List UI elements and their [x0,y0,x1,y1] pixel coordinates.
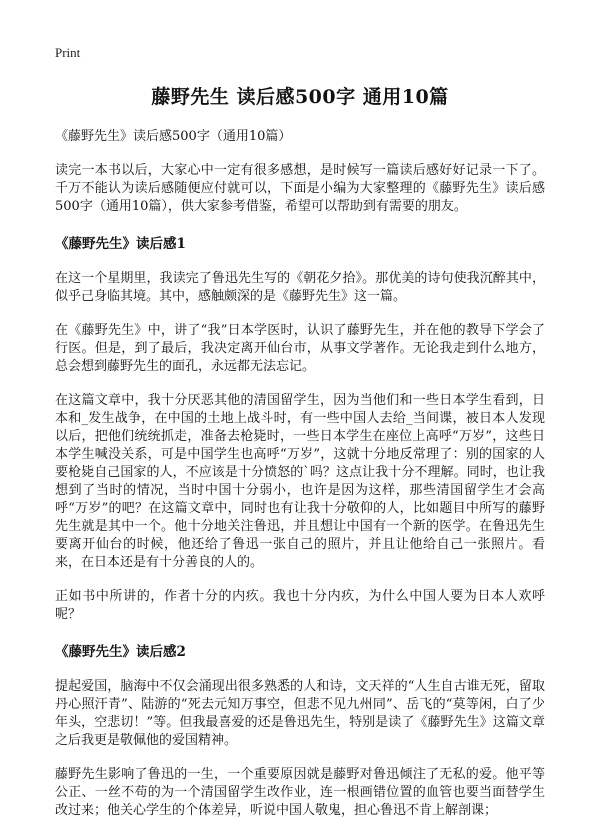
section-2-paragraph-1: 提起爱国，脑海中不仅会涌现出很多熟悉的人和诗，文天祥的“人生自古谁无死，留取丹心照汗青”、陆游的“死去元知万事空，但悲不见九州同”、岳飞的“莫等闲，白了少年头，空悲切！”等。但我最喜爱的还是鲁迅先生，特别是读了《藤野先生》这篇文章之后我更是敬佩他的爱国精神。 [55,679,545,748]
section-1-paragraph-4: 正如书中所讲的，作者十分的内疚。我也十分内疚，为什么中国人要为日本人欢呼呢？ [55,589,545,622]
document-content [55,84,545,820]
page-title: 藤野先生 读后感500字 通用10篇 [151,86,449,108]
section-1-paragraph-2: 在《藤野先生》中，讲了“我”日本学医时，认识了藤野先生，并在他的教导下学会了行医。但是，到了最后，我决定离开仙台市，从事文学著作。无论我走到什么地方，总会想到藤野先生的面孔，永远都无法忘记。 [55,323,545,374]
section-1-paragraph-1: 在这一个星期里，我读完了鲁迅先生写的《朝花夕拾》。那优美的诗句使我沉醉其中，似乎己身临其境。其中，感触颇深的是《藤野先生》这一篇。 [55,271,545,304]
print-link[interactable]: Print [55,45,81,60]
intro-paragraph: 读完一本书以后，大家心中一定有很多感想，是时候写一篇读后感好好记录一下了。千万不能认为读后感随便应付就可以，下面是小编为大家整理的《藤野先生》读后感500字（通用10篇），供大家参考借鉴，希望可以帮助到有需要的朋友。 [55,163,545,214]
section-heading-2: 《藤野先生》读后感2 [55,644,186,660]
document-subtitle: 《藤野先生》读后感500字（通用10篇） [55,129,292,144]
section-heading-1: 《藤野先生》读后感1 [55,236,186,252]
section-1-paragraph-3: 在这篇文章中，我十分厌恶其他的清国留学生，因为当他们和一些日本学生看到，日本和_发生战争，在中国的土地上战斗时，有一些中国人去给_当间谍，被日本人发现以后，把他们统统抓走，准备去枪毙时，一些日本学生在座位上高呼“万岁”，这些日本学生喊没关系，可是中国学生也高呼“万岁”，这就十分地反常理了：别的国家的人要枪毙自己国家的人，不应该是十分愤怒的`吗？这点让我十分不理解。同时，也让我想到了当时的情况，当时中国十分弱小，也许是因为这样，那些清国留学生才会高呼“万岁”的吧？在这篇文章中，同时也有让我十分敬仰的人，比如题目中所写的藤野先生就是其中一个。他十分地关注鲁迅，并且想让中国有一个新的医学。在鲁迅先生要离开仙台的时候，他还给了鲁迅一张自己的照片，并且让他给自己一张照片。看来，在日本还是有十分善良的人的。 [55,393,545,570]
section-2-paragraph-2: 藤野先生影响了鲁迅的一生，一个重要原因就是藤野对鲁迅倾注了无私的爱。他平等公正、一丝不苟的为一个清国留学生改作业，连一根画错位置的血管也要当面替学生改过来；他关心学生的个体差异，听说中国人敬鬼，担心鲁迅不肯上解剖课； [55,767,545,818]
